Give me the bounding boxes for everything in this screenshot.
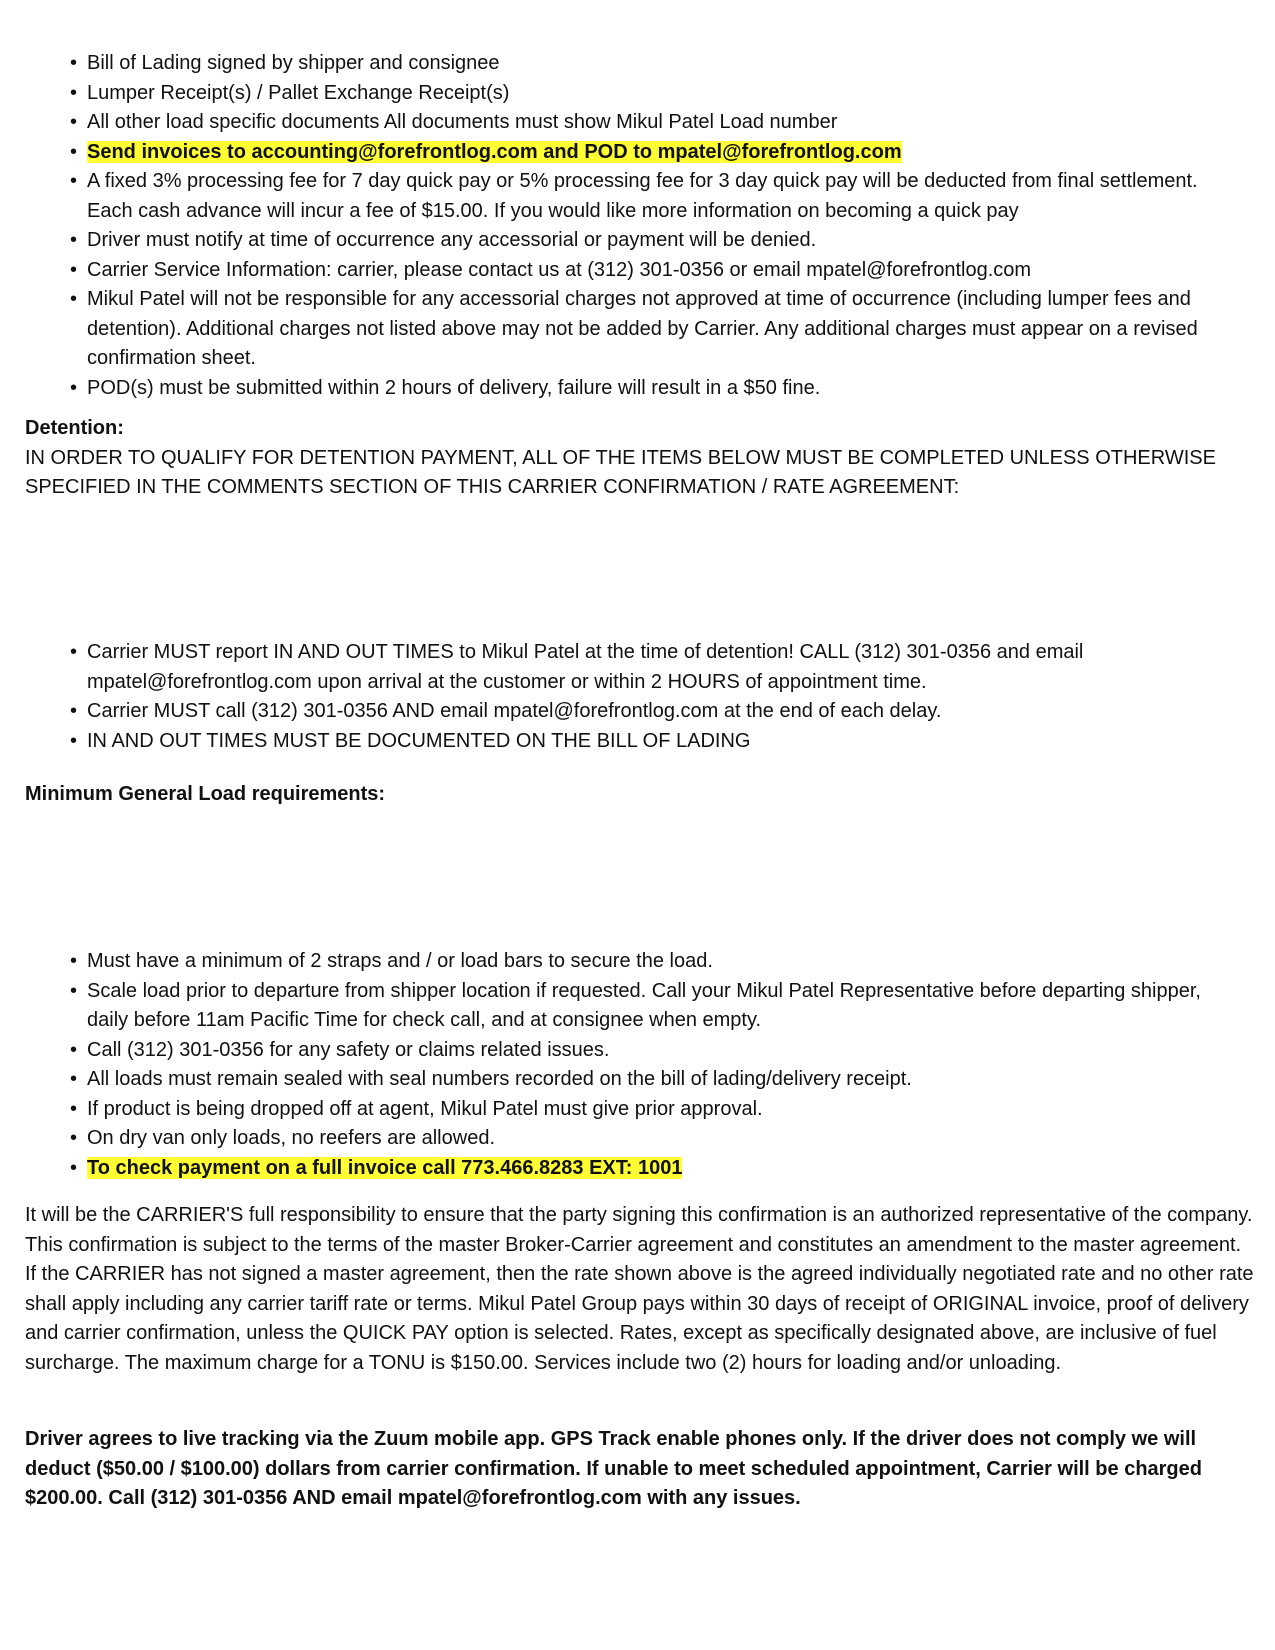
list-item: • Lumper Receipt(s) / Pallet Exchange Receipt(s) xyxy=(70,79,1230,109)
highlighted-payment-check: To check payment on a full invoice call 773.466.8283 EXT: 1001 xyxy=(87,1156,683,1179)
list-item: • All loads must remain sealed with seal numbers recorded on the bill of lading/delivery receipt. xyxy=(70,1065,1230,1095)
detention-intro: IN ORDER TO QUALIFY FOR DETENTION PAYMENT, ALL OF THE ITEMS BELOW MUST BE COMPLETED UNLESS OTHERWISE SPECIFIED IN THE COMMENTS SECTION OF THIS CARRIER CONFIRMATION / RATE AGREEMENT: xyxy=(25,446,1216,498)
list-item: • Scale load prior to departure from shipper location if requested. Call your Mikul Patel Representative before departing shipper, daily before 11am Pacific Time for check call, and at consignee when empty. xyxy=(70,977,1230,1036)
paperwork-list xyxy=(70,49,1230,403)
responsibility-paragraph: It will be the CARRIER'S full responsibility to ensure that the party signing this confirmation is an authorized representative of the company. This confirmation is subject to the terms of the master Broker-Carrier agreement and constitutes an amendment to the master agreement. If the CARRIER has not signed a master agreement, then the rate shown above is the agreed individually negotiated rate and no other rate shall apply including any carrier tariff rate or terms. Mikul Patel Group pays within 30 days of receipt of ORIGINAL invoice, proof of delivery and carrier confirmation, unless the QUICK PAY option is selected. Rates, except as specifically designated above, are inclusive of fuel surcharge. The maximum charge for a TONU is $150.00. Services include two (2) hours for loading and/or unloading. xyxy=(25,1204,1254,1374)
list-item: • Bill of Lading signed by shipper and consignee xyxy=(70,49,1230,79)
tracking-paragraph: Driver agrees to live tracking via the Zuum mobile app. GPS Track enable phones only. If the driver does not comply we will deduct ($50.00 / $100.00) dollars from carrier confirmation. If unable to meet scheduled appointment, Carrier will be charged $200.00. Call (312) 301-0356 AND email mpatel@forefrontlog.com with any issues. xyxy=(25,1428,1202,1509)
detention-list xyxy=(70,638,1230,756)
list-item: • Carrier MUST report IN AND OUT TIMES to Mikul Patel at the time of detention! CALL (312) 301-0356 and email mpatel@forefrontlog.com upon arrival at the customer or within 2 HOURS of appointment time. xyxy=(70,638,1230,697)
list-item: • Must have a minimum of 2 straps and / or load bars to secure the load. xyxy=(70,947,1230,977)
list-item: • If product is being dropped off at agent, Mikul Patel must give prior approval. xyxy=(70,1095,1230,1125)
highlighted-invoice-instruction: Send invoices to accounting@forefrontlog.com and POD to mpatel@forefrontlog.com xyxy=(87,140,902,163)
list-item: • A fixed 3% processing fee for 7 day quick pay or 5% processing fee for 3 day quick pay will be deducted from final settlement. Each cash advance will incur a fee of $15.00. If you would like more information on becoming a quick pay xyxy=(70,167,1230,226)
detention-heading: Detention: xyxy=(25,417,124,439)
list-item: • All other load specific documents All documents must show Mikul Patel Load number xyxy=(70,108,1230,138)
detention-section xyxy=(25,414,1255,503)
list-item: • On dry van only loads, no reefers are allowed. xyxy=(70,1124,1230,1154)
list-item: • Driver must notify at time of occurrence any accessorial or payment will be denied. xyxy=(70,226,1230,256)
list-item: • IN AND OUT TIMES MUST BE DOCUMENTED ON THE BILL OF LADING xyxy=(70,727,1230,757)
list-item: • Carrier MUST call (312) 301-0356 AND email mpatel@forefrontlog.com at the end of each delay. xyxy=(70,697,1230,727)
list-item: • Call (312) 301-0356 for any safety or claims related issues. xyxy=(70,1036,1230,1066)
list-item: • POD(s) must be submitted within 2 hours of delivery, failure will result in a $50 fine. xyxy=(70,374,1230,404)
list-item-highlighted xyxy=(70,138,1230,168)
list-item: • Carrier Service Information: carrier, please contact us at (312) 301-0356 or email mpatel@forefrontlog.com xyxy=(70,256,1230,286)
requirements-heading: Minimum General Load requirements: xyxy=(25,783,386,805)
list-item: • Mikul Patel will not be responsible for any accessorial charges not approved at time of occurrence (including lumper fees and detention). Additional charges not listed above may not be added by Carrier. Any additional charges must appear on a revised confirmation sheet. xyxy=(70,285,1230,374)
requirements-list xyxy=(70,947,1230,1183)
list-item-highlighted xyxy=(70,1154,1230,1184)
